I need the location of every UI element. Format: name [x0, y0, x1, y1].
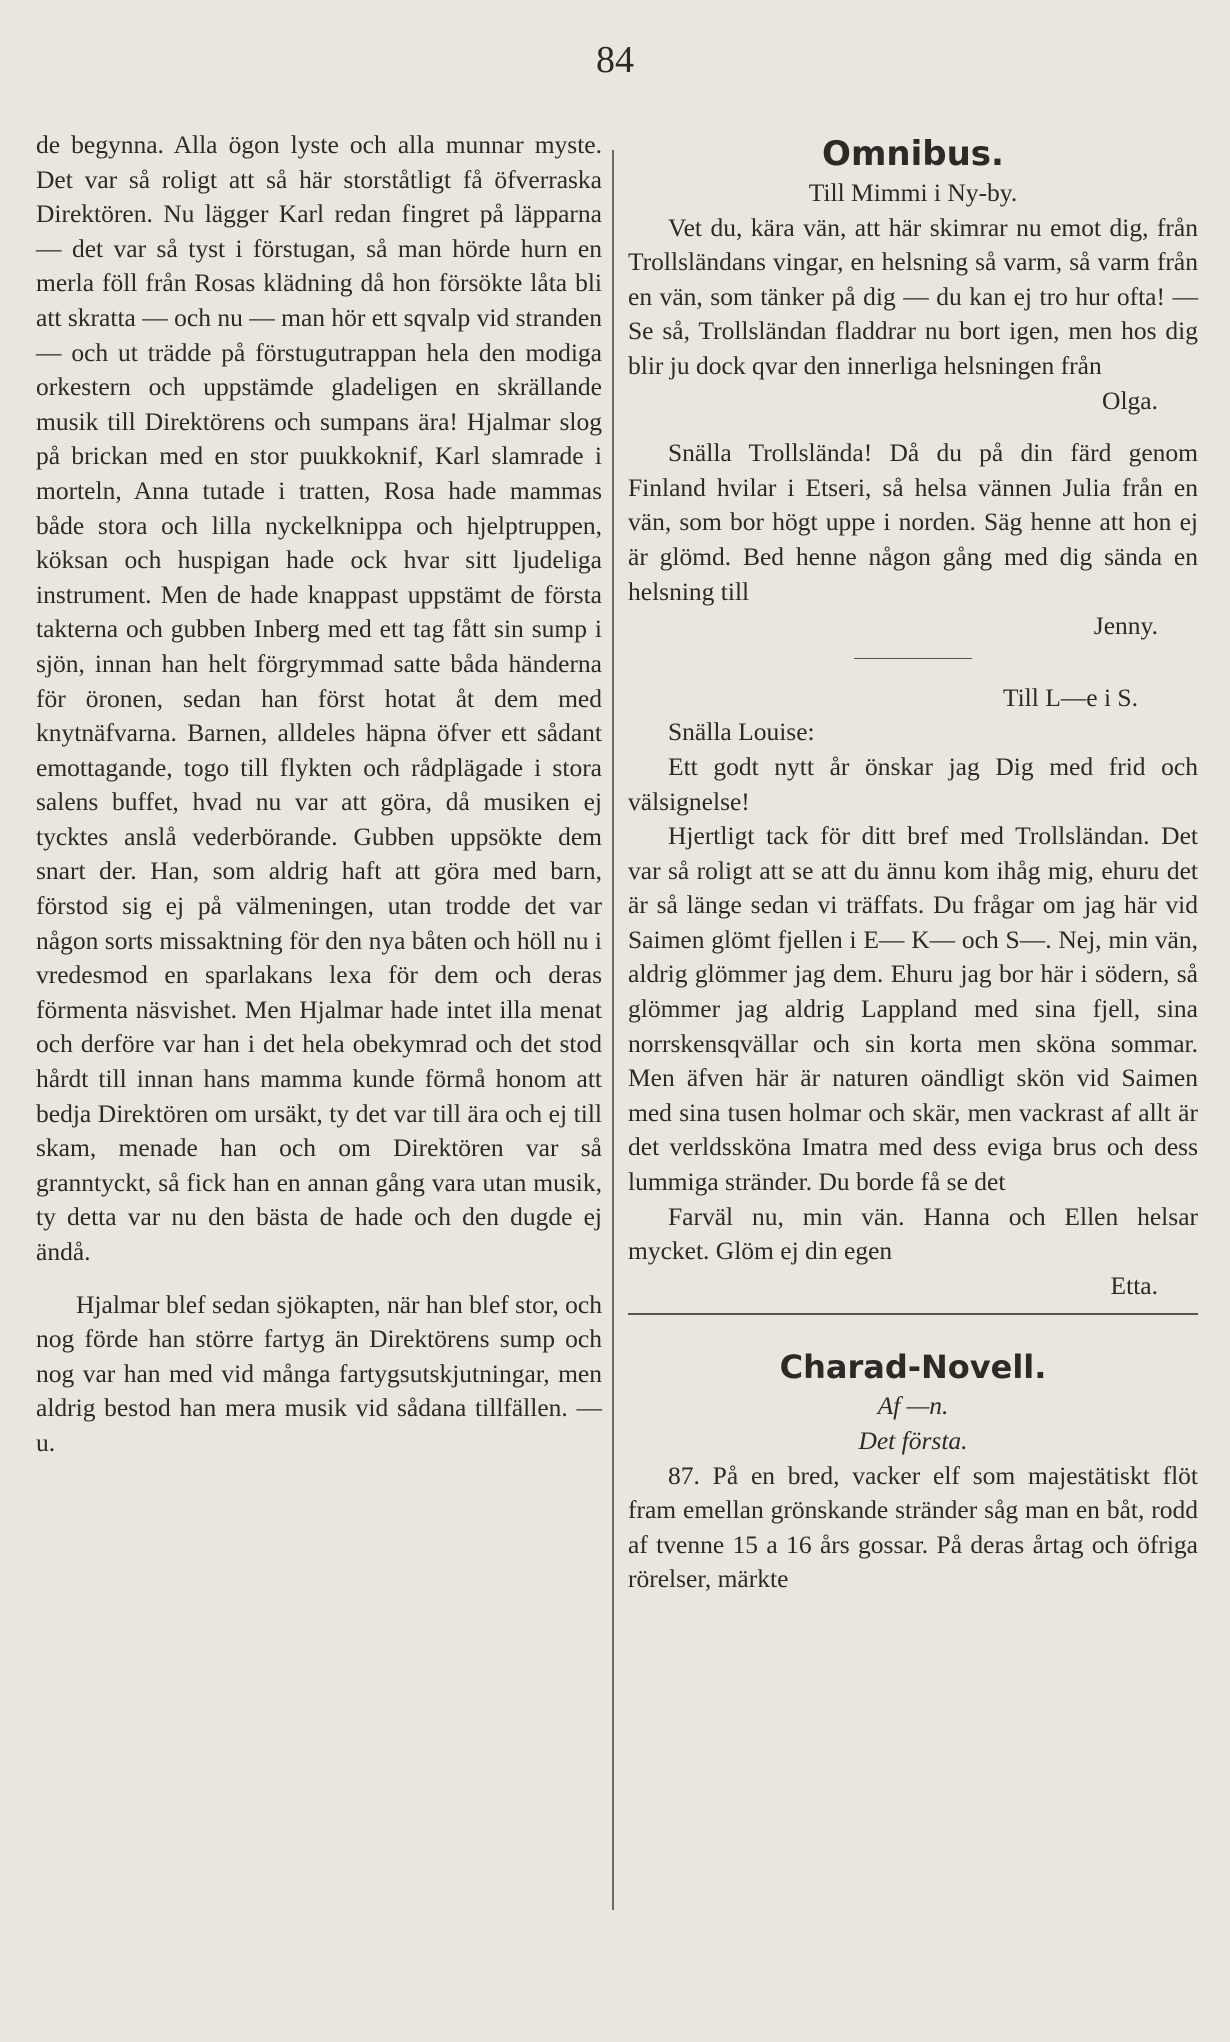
charad-part: Det första. [858, 1426, 968, 1455]
letter-signature: Jenny. [1093, 611, 1158, 641]
letter-body: Vet du, kära vän, att här skimrar nu emot dig, från Trollsländans vingar, en helsning så varm, så varm från en vän, som tänker på dig — du kan ej tro hur ofta! — Se så, Trollsländan fladdrar nu bort igen, men hos dig blir ju dock qvar den innerliga helsningen från [628, 212, 1198, 380]
separator-rule [854, 658, 972, 659]
charad-author: Af —n. [877, 1391, 949, 1421]
page-number: 84 [596, 39, 634, 81]
charad-body: 87. På en bred, vacker elf som majestätiskt flöt fram emellan grönskande stränder såg man en båt, rodd af tvenne 15 a 16 års gossar. På deras årtag och öfriga rörelser, märkte [628, 1460, 1198, 1594]
letter-heading: Till Mimmi i Ny-by. [808, 178, 1018, 207]
right-column [628, 128, 1198, 1597]
letter-body: Snälla Trollslända! Då du på din färd genom Finland hvilar i Etseri, så helsa vännen Julia från en vän, som bor högt uppe i norden. Säg henne att hon ej är glömd. Bed henne någon gång med dig sända en helsning till [628, 438, 1198, 606]
story-paragraph: de begynna. Alla ögon lyste och alla munnar myste. Det var så roligt att så här storståtligt få öfverraska Direktören. Nu lägger Karl redan fingret på läpparna — det var så tyst i förstugan, så man hörde hurn en merla föll från Rosas klädning då hon försökte låta bli att skratta — och nu — man hör ett sqvalp vid stranden — och ut trädde på förstugutrappan hela den modiga orkestern och uppstämde gladeligen en skrällande musik till Direktörens och sumpans ära! Hjalmar slog på brickan med en stor puukkoknif, Karl slamrade i morteln, Anna tutade i tratten, Rosa hade mammas både stora och lilla nyckelknippa och hjelptruppen, köksan och huspigan hade ock hvar sitt ljudeliga instrument. Men de hade knappast uppstämt de första takterna och gubben Inberg med ett tag fått sin sump i sjön, innan han helt förgrymmad satte båda händerna för öronen, sedan han först hotat åt dem med knytnäfvarna. Barnen, alldeles häpna öfver ett sådant emottagande, togo till flykten och rådplägade i stora salens buffet, hvad nu var att göra, då musiken ej tycktes anslå vederbörande. Gubben uppsökte dem snart der. Han, som aldrig haft att göra med barn, förstod sig ej på välmeningen, utan trodde det var någon sorts missaktning för den nya båten och höll nu i vredesmod en sparlakans lexa för dem och deras förmenta näsvishet. Men Hjalmar hade intet illa menat och derföre var han i det hela obekymrad och det stod hårdt till innan hans mamma kunde förmå honom att bedja Direktören om ursäkt, ty det var till ära och ej till skam, menade han och om Direktören var så granntyckt, så fick han en annan gång vara utan musik, ty detta var nu den bästa de hade och den dugde ej ändå. [36, 130, 602, 1266]
column-divider [612, 150, 614, 1910]
story-paragraph: Hjalmar blef sedan sjökapten, när han blef stor, och nog förde han större fartyg än Direktörens sump och nog var han med vid många fartygsutskjutningar, men aldrig bestod han mera musik vid sådana tillfällen. —u. [36, 1289, 602, 1457]
letter-body: Hjertligt tack för ditt bref med Trollsländan. Det var så roligt att se att du ännu kom ihåg mig, ehuru det är så länge sedan vi träffats. Du frågar om jag här vid Saimen glömt fjellen i E— K— och S—. Nej, min vän, aldrig glömmer jag dem. Ehuru jag bor här i södern, så glömmer jag aldrig Lappland med sina fjell, sina norrskensqvällar och sin korta men sköna sommar. Men äfven här är naturen oändligt skön vid Saimen med sina tusen holmar och skär, men vackrast af allt är det verldssköna Imatra med dess eviga brus och dess lummiga stränder. Du borde få se det [628, 821, 1198, 1197]
letter-body: Ett godt nytt år önskar jag Dig med frid och välsignelse! [628, 751, 1198, 816]
letter-signature: Olga. [1102, 385, 1158, 415]
letter-body: Farväl nu, min vän. Hanna och Ellen helsar mycket. Glöm ej din egen [628, 1201, 1198, 1266]
section-rule [628, 1313, 1198, 1315]
letter-heading: Till L—e i S. [1002, 682, 1138, 712]
charad-title: Charad-Novell. [779, 1348, 1047, 1387]
omnibus-title: Omnibus. [822, 134, 1004, 174]
letter-signature: Etta. [1110, 1270, 1158, 1300]
left-column [36, 128, 602, 1461]
letter-salutation: Snälla Louise: [668, 717, 815, 747]
